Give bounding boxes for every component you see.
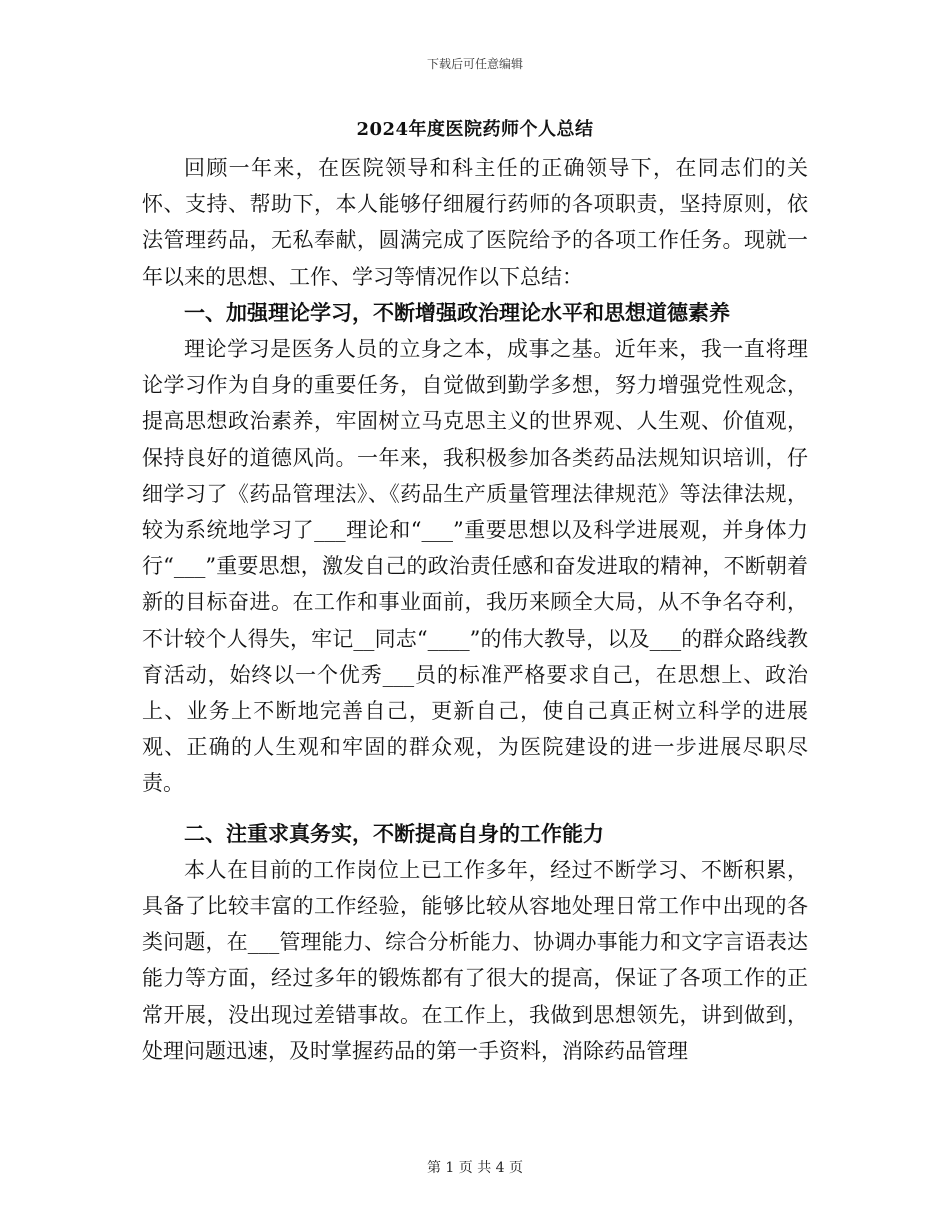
page-number: 第 1 页 共 4 页: [426, 1160, 524, 1176]
header-note: 下载后可任意编辑: [426, 57, 523, 71]
document-title: 2024年度医院药师个人总结: [356, 119, 594, 140]
section-2-paragraph: 本人在目前的工作岗位上已工作多年，经过不断学习、不断积累，具备了比较丰富的工作经验，能够比较从容地处理日常工作中出现的各类问题，在___管理能力、综合分析能力、协调办事能力和文字言语表达能力等方面，经过多年的锻炼都有了很大的提高，保证了各项工作的正常开展，没出现过差错事故。在工作上，我做到思想领先，讲到做到，处理问题迅速，及时掌握药品的第一手资料，消除药品管理: [142, 857, 808, 1063]
section-1-heading: 一、加强理论学习，不断增强政治理论水平和思想道德素养: [184, 299, 730, 325]
section-2-heading: 二、注重求真务实，不断提高自身的工作能力: [184, 820, 604, 846]
document-body: [142, 150, 808, 1069]
section-1-paragraph: 理论学习是医务人员的立身之本，成事之基。近年来，我一直将理论学习作为自身的重要任务，自觉做到勤学多想，努力增强党性观念，提高思想政治素养，牢固树立马克思主义的世界观、人生观、价值观，保持良好的道德风尚。一年来，我积极参加各类药品法规知识培训，仔细学习了《药品管理法》、《药品生产质量管理法律规范》等法律法规，较为系统地学习了___理论和“___”重要思想以及科学进展观，并身体力行“___”重要思想，激发自己的政治责任感和奋发进取的精神，不断朝着新的目标奋进。在工作和事业面前，我历来顾全大局，从不争名夺利，不计较个人得失，牢记__同志“____”的伟大教导，以及___的群众路线教育活动，始终以一个优秀___员的标准严格要求自己，在思想上、政治上、业务上不断地完善自己，更新自己，使自己真正树立科学的进展观、正确的人生观和牢固的群众观，为医院建设的进一步进展尽职尽责。: [142, 337, 808, 796]
intro-paragraph: 回顾一年来，在医院领导和科主任的正确领导下，在同志们的关怀、支持、帮助下，本人能够仔细履行药师的各项职责，坚持原则，依法管理药品，无私奉献，圆满完成了医院给予的各项工作任务。现就一年以来的思想、工作、学习等情况作以下总结：: [142, 156, 808, 289]
